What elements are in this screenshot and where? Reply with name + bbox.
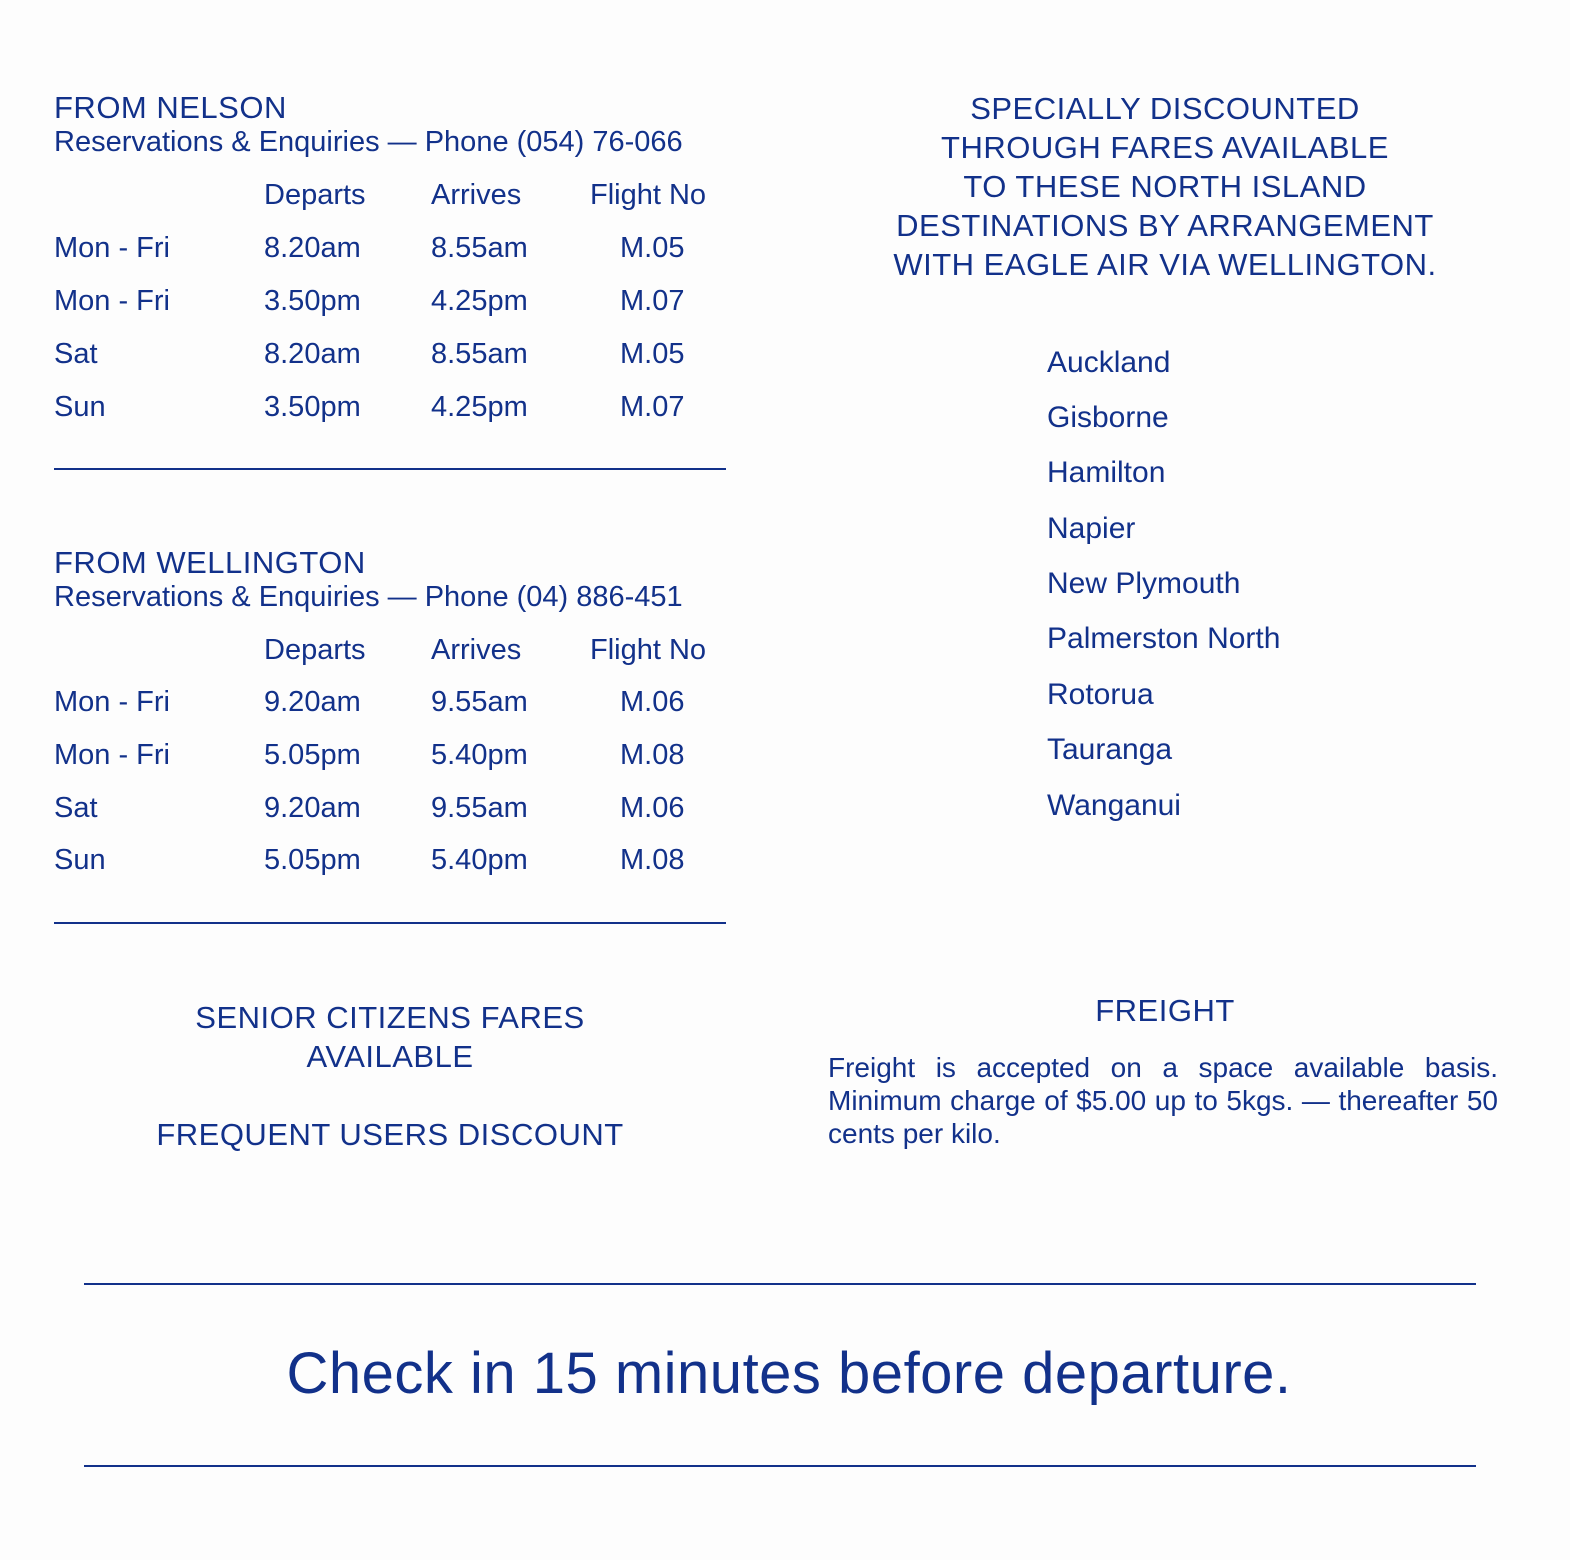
row-departs: 8.20am bbox=[264, 338, 361, 370]
row-departs: 5.05pm bbox=[264, 739, 361, 771]
row-flight: M.07 bbox=[620, 391, 685, 423]
row-arrives: 4.25pm bbox=[431, 285, 528, 317]
freight-title: FREIGHT bbox=[1095, 993, 1235, 1028]
row-arrives: 8.55am bbox=[431, 232, 528, 264]
through-fares-line: SPECIALLY DISCOUNTED bbox=[970, 91, 1360, 126]
row-departs: 8.20am bbox=[264, 232, 361, 264]
row-departs: 9.20am bbox=[264, 792, 361, 824]
col-header-arrives: Arrives bbox=[431, 179, 522, 211]
row-arrives: 9.55am bbox=[431, 686, 528, 718]
through-fares-line: WITH EAGLE AIR VIA WELLINGTON. bbox=[893, 247, 1437, 282]
wellington-contact: Reservations & Enquiries — Phone (04) 886-451 bbox=[54, 581, 683, 613]
row-arrives: 8.55am bbox=[431, 338, 528, 370]
nelson-divider bbox=[54, 468, 726, 470]
row-flight: M.08 bbox=[620, 844, 685, 876]
wellington-divider bbox=[54, 922, 726, 924]
checkin-notice: Check in 15 minutes before departure. bbox=[286, 1341, 1292, 1406]
row-departs: 5.05pm bbox=[264, 844, 361, 876]
row-flight: M.07 bbox=[620, 285, 685, 317]
col-header-arrives: Arrives bbox=[431, 634, 522, 666]
row-departs: 9.20am bbox=[264, 686, 361, 718]
destination-item: Hamilton bbox=[1047, 456, 1166, 489]
senior-fares-notice bbox=[90, 998, 690, 1076]
col-header-departs: Departs bbox=[264, 179, 366, 211]
row-departs: 3.50pm bbox=[264, 391, 361, 423]
row-day: Sat bbox=[54, 338, 98, 370]
row-day: Mon - Fri bbox=[54, 232, 170, 264]
row-day: Sun bbox=[54, 391, 106, 423]
row-day: Sun bbox=[54, 844, 106, 876]
col-header-flight-no: Flight No bbox=[590, 634, 707, 666]
row-departs: 3.50pm bbox=[264, 285, 361, 317]
through-fares-notice bbox=[840, 89, 1490, 284]
row-arrives: 5.40pm bbox=[431, 844, 528, 876]
frequent-users-notice: FREQUENT USERS DISCOUNT bbox=[156, 1117, 624, 1152]
row-flight: M.05 bbox=[620, 232, 685, 264]
row-arrives: 4.25pm bbox=[431, 391, 528, 423]
wellington-title: FROM WELLINGTON bbox=[54, 545, 366, 580]
nelson-contact: Reservations & Enquiries — Phone (054) 76-066 bbox=[54, 126, 683, 158]
row-day: Mon - Fri bbox=[54, 285, 170, 317]
through-fares-line: TO THESE NORTH ISLAND bbox=[963, 169, 1367, 204]
nelson-title: FROM NELSON bbox=[54, 90, 287, 125]
row-flight: M.06 bbox=[620, 686, 685, 718]
row-arrives: 5.40pm bbox=[431, 739, 528, 771]
checkin-bottom-divider bbox=[84, 1465, 1476, 1467]
row-flight: M.05 bbox=[620, 338, 685, 370]
destination-item: Auckland bbox=[1047, 346, 1171, 379]
through-fares-line: THROUGH FARES AVAILABLE bbox=[941, 130, 1389, 165]
destination-item: Rotorua bbox=[1047, 678, 1154, 711]
row-day: Mon - Fri bbox=[54, 739, 170, 771]
destination-item: Wanganui bbox=[1047, 789, 1181, 822]
row-arrives: 9.55am bbox=[431, 792, 528, 824]
row-flight: M.08 bbox=[620, 739, 685, 771]
through-fares-line: DESTINATIONS BY ARRANGEMENT bbox=[896, 208, 1434, 243]
destination-item: Tauranga bbox=[1047, 733, 1173, 766]
destination-item: Palmerston North bbox=[1047, 622, 1281, 655]
senior-fares-line: AVAILABLE bbox=[306, 1039, 474, 1074]
checkin-top-divider bbox=[84, 1283, 1476, 1285]
row-flight: M.06 bbox=[620, 792, 685, 824]
destination-item: Gisborne bbox=[1047, 401, 1169, 434]
freight-description: Freight is accepted on a space available basis. Minimum charge of $5.00 up to 5kgs. — thereafter 50 cents per kilo. bbox=[828, 1052, 1498, 1149]
destination-item: Napier bbox=[1047, 512, 1136, 545]
row-day: Sat bbox=[54, 792, 98, 824]
destination-item: New Plymouth bbox=[1047, 567, 1241, 600]
col-header-flight-no: Flight No bbox=[590, 179, 707, 211]
row-day: Mon - Fri bbox=[54, 686, 170, 718]
col-header-departs: Departs bbox=[264, 634, 366, 666]
senior-fares-line: SENIOR CITIZENS FARES bbox=[195, 1000, 585, 1035]
